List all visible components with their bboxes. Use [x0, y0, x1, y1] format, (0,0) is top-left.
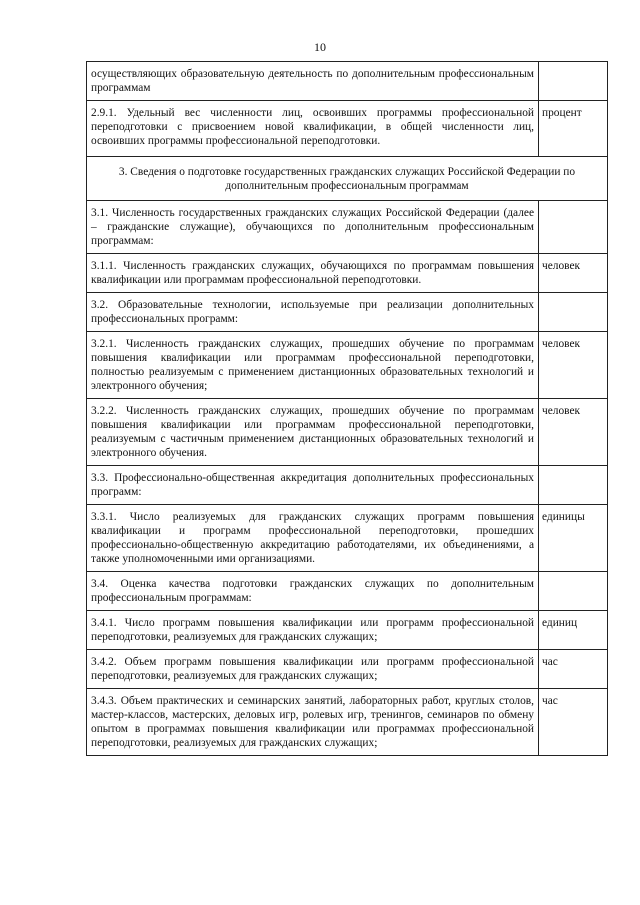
- indicator-unit: [539, 572, 608, 611]
- table-row: [87, 332, 608, 399]
- indicator-text: 3.1.1. Численность гражданских служащих, обучающихся по программам повышения квалификации или программам профессиональной переподготовки.: [87, 254, 539, 293]
- table-row: [87, 505, 608, 572]
- indicator-text: 3.2.2. Численность гражданских служащих, прошедших обучение по программам повышения квалификации или программам профессиональной переподготовки, реализуемым с частичным применением дистанционных образовательных технологий и электронного обучения.: [87, 399, 539, 466]
- indicator-unit: единицы: [539, 505, 608, 572]
- indicator-text: осуществляющих образовательную деятельность по дополнительным профессиональным программам: [87, 62, 539, 101]
- indicator-text: 3.4.2. Объем программ повышения квалификации или программ профессиональной переподготовки, реализуемых для гражданских служащих;: [87, 650, 539, 689]
- table-row: [87, 254, 608, 293]
- indicator-text: 3.3. Профессионально-общественная аккредитация дополнительных профессиональных программ:: [87, 466, 539, 505]
- table-row: [87, 101, 608, 157]
- indicator-unit: [539, 293, 608, 332]
- indicator-text: 3.4.1. Число программ повышения квалификации или программ профессиональной переподготовки, реализуемых для гражданских служащих;: [87, 611, 539, 650]
- table-row: [87, 611, 608, 650]
- indicator-unit: единиц: [539, 611, 608, 650]
- indicator-unit: человек: [539, 399, 608, 466]
- table-row: [87, 399, 608, 466]
- table-row: [87, 201, 608, 254]
- table-row: [87, 466, 608, 505]
- indicator-unit: [539, 466, 608, 505]
- indicator-unit: человек: [539, 332, 608, 399]
- table-row: [87, 293, 608, 332]
- indicator-text: 3.1. Численность государственных гражданских служащих Российской Федерации (далее – гражданские служащие), обучающихся по дополнительным профессиональным программам:: [87, 201, 539, 254]
- indicators-table: [86, 61, 608, 756]
- indicator-text: 3.2.1. Численность гражданских служащих, прошедших обучение по программам повышения квалификации или программам профессиональной переподготовки, полностью реализуемым с применением дистанционных образовательных технологий и электронного обучения;: [87, 332, 539, 399]
- indicator-unit: час: [539, 689, 608, 756]
- table-row: [87, 689, 608, 756]
- indicator-text: 3.2. Образовательные технологии, используемые при реализации дополнительных профессиональных программ:: [87, 293, 539, 332]
- indicator-unit: человек: [539, 254, 608, 293]
- indicator-text: 2.9.1. Удельный вес численности лиц, освоивших программы профессиональной переподготовки с присвоением новой квалификации, в общей численности лиц, освоивших программы профессиональной переподготовки.: [87, 101, 539, 157]
- table-row: [87, 62, 608, 101]
- page-number: 10: [314, 40, 326, 54]
- table-row: [87, 572, 608, 611]
- indicator-text: 3.4. Оценка качества подготовки гражданских служащих по дополнительным профессиональным программам:: [87, 572, 539, 611]
- indicator-unit: [539, 201, 608, 254]
- section-heading-row: [87, 157, 608, 201]
- indicator-text: 3.3.1. Число реализуемых для гражданских служащих программ повышения квалификации и программ профессиональной переподготовки, прошедших профессионально-общественную аккредитацию работодателями, их объединениями, а также уполномоченными ими организациями.: [87, 505, 539, 572]
- table-row: [87, 650, 608, 689]
- indicator-unit: процент: [539, 101, 608, 157]
- indicator-unit: [539, 62, 608, 101]
- section-heading: 3. Сведения о подготовке государственных гражданских служащих Российской Федерации по дополнительным профессиональным программам: [87, 157, 608, 201]
- indicator-text: 3.4.3. Объем практических и семинарских занятий, лабораторных работ, круглых столов, мастер-классов, мастерских, деловых игр, ролевых игр, тренингов, семинаров по обмену опытом в программах повышения квалификации или программах профессиональной переподготовки, реализуемых для гражданских служащих;: [87, 689, 539, 756]
- indicator-unit: час: [539, 650, 608, 689]
